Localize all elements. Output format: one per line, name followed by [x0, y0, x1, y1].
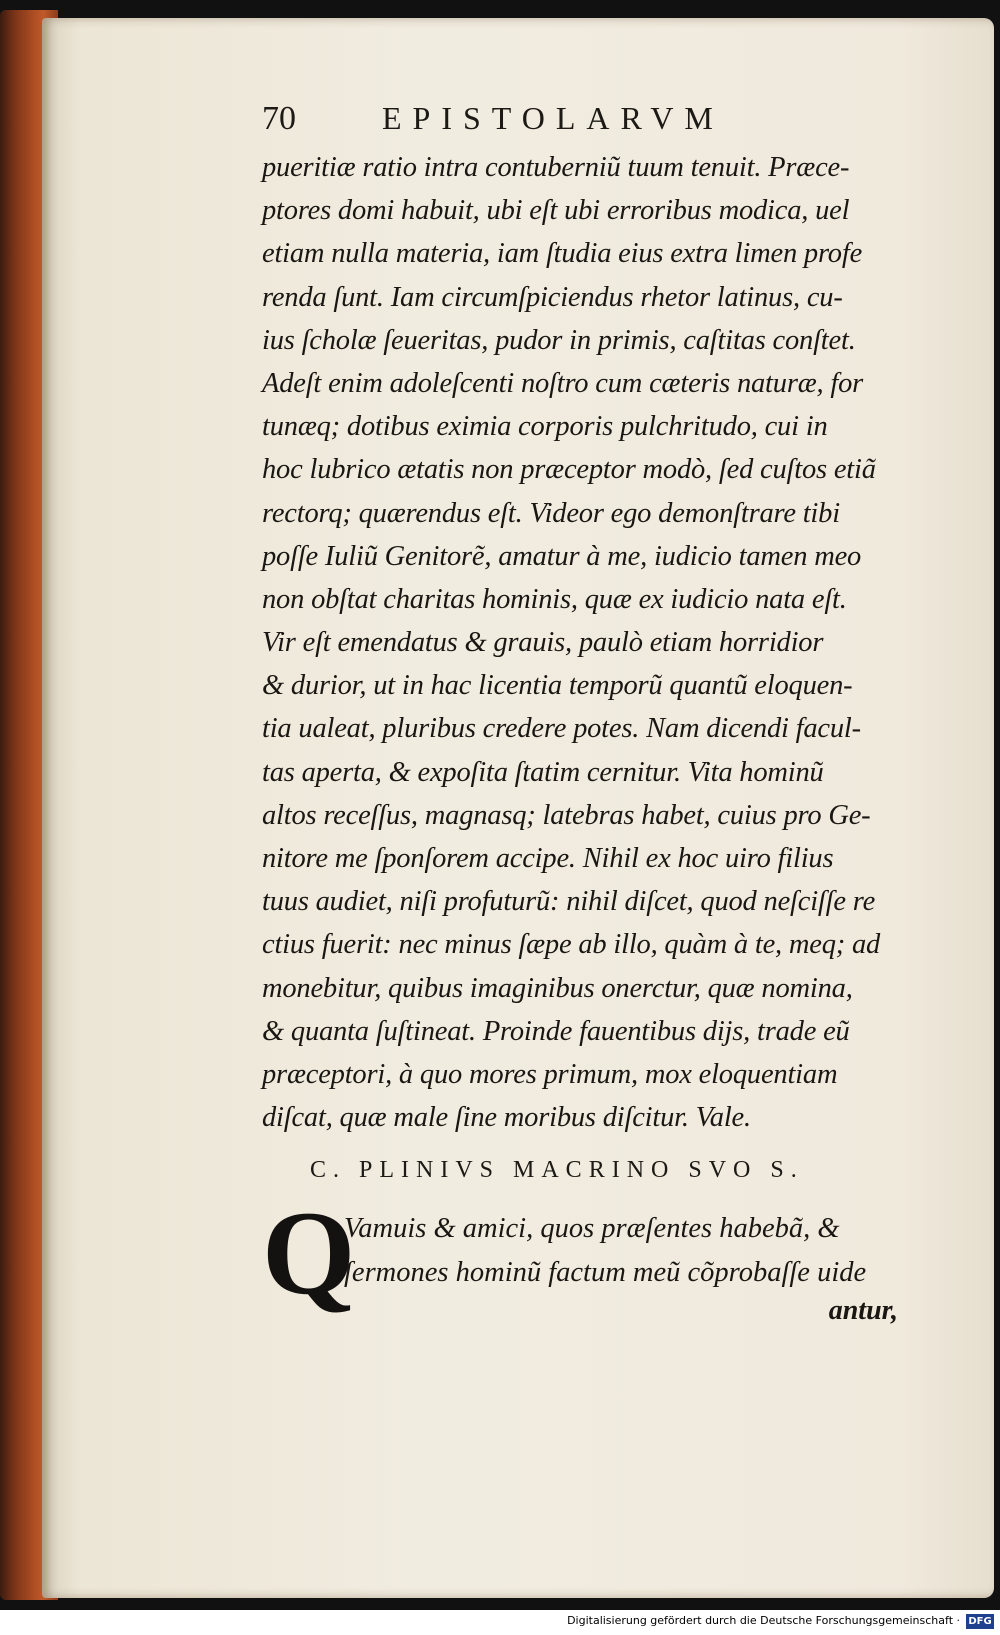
text-line: monebitur, quibus imaginibus onerctur, quæ nomina, — [262, 972, 853, 1004]
text-line: rectorq; quærendus eſt. Videor ego demonſtrare tibi — [262, 497, 840, 529]
text-line: altos receſſus, magnasq; latebras habet, cuius pro Ge- — [262, 799, 871, 831]
text-line: renda ſunt. Iam circumſpiciendus rhetor latinus, cu- — [262, 281, 843, 313]
text-line: tas aperta, & expoſita ſtatim cernitur. Vita hominũ — [262, 756, 824, 788]
text-line: etiam nulla materia, iam ſtudia eius extra limen profe — [262, 238, 863, 270]
footer-bar — [0, 1610, 1000, 1635]
drop-cap: Q — [262, 1186, 356, 1320]
text-line: Adeſt enim adoleſcenti noſtro cum cæteris naturæ, for — [262, 367, 864, 399]
text-block — [262, 100, 942, 1347]
text-line: ius ſcholæ ſeueritas, pudor in primis, caſtitas conſtet. — [262, 324, 856, 356]
text-line: nitore me ſponſorem accipe. Nihil ex hoc uiro filius — [262, 843, 834, 874]
body-text — [262, 146, 942, 1139]
running-head: EPISTOLARVM — [382, 100, 724, 136]
text-line: pueritiæ ratio intra contuberniũ tuum tenuit. Præce- — [262, 152, 850, 183]
dfg-logo: DFG — [966, 1614, 994, 1629]
text-line: tuus audiet, niſi profuturũ: nihil diſcet, quod neſciſſe re — [262, 886, 876, 918]
text-line: præceptori, à quo mores primum, mox eloquentiam — [262, 1058, 838, 1090]
page-header — [262, 100, 942, 146]
text-line: tunæq; dotibus eximia corporis pulchritudo, cui in — [262, 411, 828, 443]
footer-credit: Digitalisierung gefördert durch die Deutsche Forschungsgemeinschaft · — [567, 1614, 960, 1627]
text-line: ptores domi habuit, ubi eſt ubi erroribus modica, uel — [262, 195, 850, 227]
text-line: tia ualeat, pluribus credere potes. Nam dicendi facul- — [262, 713, 861, 745]
letter-heading: C. PLINIVS MACRINO SVO S. — [310, 1157, 804, 1184]
text-line: poſſe Iuliũ Genitorẽ, amatur à me, iudicio tamen meo — [262, 540, 862, 572]
text-line: & quanta ſuſtineat. Proinde fauentibus dijs, trade eũ — [262, 1015, 850, 1047]
catchword: antur, — [828, 1295, 898, 1327]
text-line: ctius fuerit: nec minus ſæpe ab illo, quàm à te, meq; ad — [262, 929, 881, 961]
text-line: diſcat, quæ male ſine moribus diſcitur. Vale. — [262, 1102, 751, 1134]
text-line: hoc lubrico ætatis non præceptor modò, ſed cuſtos etiã — [262, 454, 876, 486]
text-line: Vir eſt emendatus & grauis, paulò etiam horridior — [262, 627, 824, 659]
text-line: non obſtat charitas hominis, quæ ex iudicio nata eſt. — [262, 583, 847, 615]
opening-line: ſermones hominũ factum meũ cõprobaſſe uide — [344, 1257, 867, 1289]
opening-line: Vamuis & amici, quos præſentes habebã, & — [344, 1213, 840, 1245]
text-line: & durior, ut in hac licentia temporũ quantũ eloquen- — [262, 670, 853, 702]
page-number: 70 — [262, 100, 296, 137]
letter-opening — [262, 1186, 942, 1347]
